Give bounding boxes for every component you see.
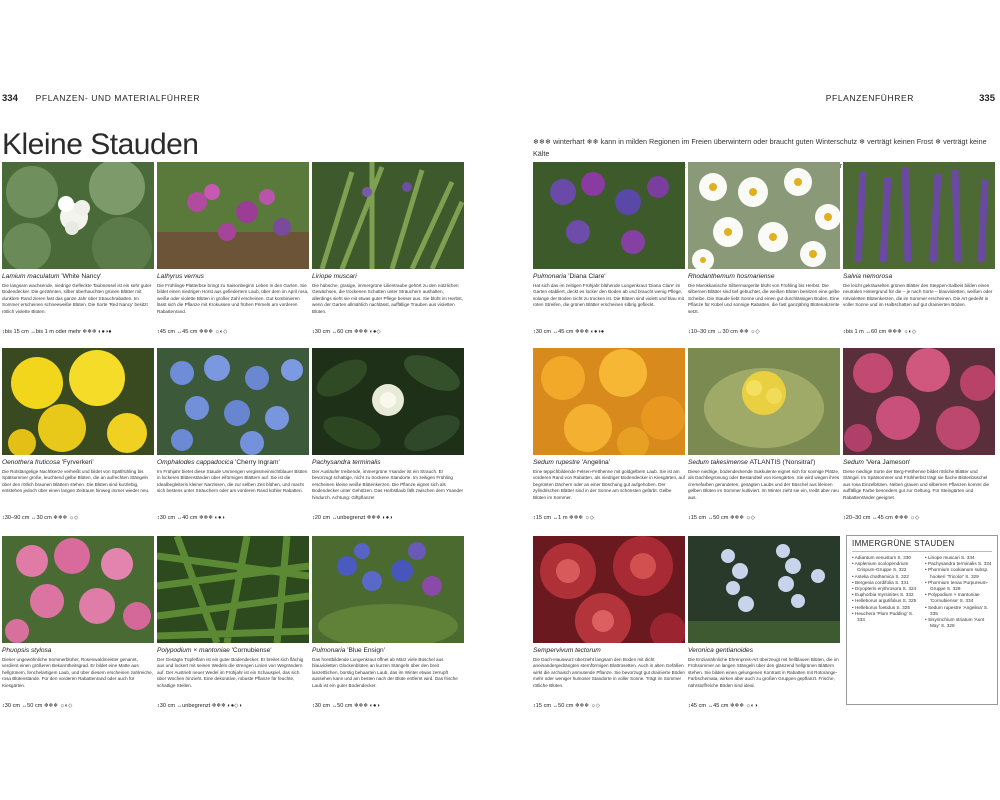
plant-card bbox=[312, 536, 464, 709]
plant-description: Die leicht gekräuselten grünen Blätter des Steppen-Salbeis bilden einen neutralen Hintergrund für die – je nach Sorte – blauvioletten, weißen oder rotvioletten Blütenkerzen, die im Sommer erscheinen. Die Art gedeiht in voller Sonne und im Halbschatten auf gut drainierten Böden. bbox=[843, 283, 993, 308]
plant-card bbox=[157, 348, 309, 521]
plant-name: Pulmonaria 'Diana Clare' bbox=[533, 273, 606, 280]
plant-photo bbox=[2, 162, 154, 269]
box-column-left bbox=[852, 555, 919, 629]
left-page-number: 334 bbox=[2, 93, 18, 104]
list-item: • Helleborus argutifolius S. 325 bbox=[852, 598, 917, 604]
plant-photo bbox=[2, 348, 154, 455]
plant-card bbox=[688, 162, 840, 335]
plant-name: Omphalodes cappadocica 'Cherry Ingram' bbox=[157, 459, 280, 466]
plant-specs: ↕20 cm ↔unbegrenzt ❄❄❄ ◐●◑ bbox=[312, 515, 393, 521]
right-section-title: PFLANZENFÜHRER bbox=[825, 93, 914, 103]
plant-photo bbox=[843, 162, 995, 269]
plant-specs: ↕10–30 cm ↔30 cm ❄❄ ☼◇ bbox=[688, 329, 760, 335]
plant-card bbox=[157, 162, 309, 335]
plant-name: Rhodanthemum hosmariense bbox=[688, 273, 775, 280]
plant-description: Der Ausläufer treibende, immergrüne Ysander ist ein Strauch. Er bevorzugt schattige, nicht zu trockene Standorte. Im zeitigen Frühling erscheinen kleine weiße Blütenkerzen. Die Pflanze eignet sich als Bodendecker unter Gehölzen. Das Herbstlaub fällt zwischen dem Ysander hindurch. Achtung: Giftpflanze! bbox=[312, 469, 464, 500]
plant-card bbox=[688, 536, 840, 709]
plant-description: Die Marokkanische Silbermargerite blüht von Frühling bis Herbst. Die silbernen Blätter sind tief gebuchtet, die weißen Blüten besitzen eine gelbe Scheibe. Die Staude liebt Sonne und einen gut durchlässigen Boden. Eine Pflanze für Kübel und sonnige Rabatten, die fast ganzjährig Blütenakzente setzt. bbox=[688, 283, 840, 314]
plant-card bbox=[843, 162, 995, 335]
plant-card bbox=[533, 348, 685, 521]
plant-photo bbox=[688, 536, 840, 643]
plant-card bbox=[843, 348, 995, 521]
plant-specs: ↕15 cm ↔50 cm ❄❄❄ ☼◇ bbox=[688, 515, 756, 521]
box-column-right bbox=[925, 555, 992, 629]
plant-description: Eine teppichbildende Felsen-Fetthenne mit goldgelbem Laub. Sie ist am vorderen Rand von Rabatten, als niedriger Bodendecker in Kiesgärten, auf begrünten Dächern oder an einer Böschung gut aufgehoben. Der zylindrischen Blätter sind in der Sonne am schönsten gefärbt. Gelbe Blüten im Sommer. bbox=[533, 469, 685, 500]
list-item: • Liriope muscari S. 334 bbox=[925, 555, 975, 560]
plant-card bbox=[312, 348, 464, 521]
plant-description: Diese niedrige, bodendeckende Sukkulente eignet sich für sonnige Plätze, als Dachbegrünung oder Bestandteil von Kiesgärten. Sie wird wegen ihres cremefarben gerandeten, gesägten Laubs und der Büschel aus kleinen gelben Blüten im Sommer kultiviert. Im Winter zieht sie ein, treibt aber neu aus. bbox=[688, 469, 840, 500]
list-item: • Helleborus foetidus S. 325 bbox=[852, 604, 910, 610]
plant-photo bbox=[312, 348, 464, 455]
plant-description: Das horstbildende Lungenkraut öffnet ab März viele Büschel aus blauvioletten Glockenblüten an kurzen Stängeln über den breit lanzettlichen, borstig behaarten Laub, das im Winter etwas zerrupft aussehen kann und am besten nach der Blüte entfernt wird. Das frische Laub ist ein guter Bodendecker. bbox=[312, 657, 458, 688]
list-item: • Euphorbia myrsinites S. 332 bbox=[852, 592, 914, 598]
plant-description: Die Frühlings-Platterbse bringt zu Saisonbeginn Leben in den Garten. Sie bildet einen niedrigen Horst aus gefiedertem Laub, über dem im April rosa, weiße oder violette Blüten in großer Zahl erscheinen. Gut kombinieren lässt sich die Pflanze mit Krokussen und frühen Primeln am vorderen Rabattenrand. bbox=[157, 283, 309, 314]
plant-specs: ↕bis 15 cm ↔bis 1 m oder mehr ❄❄❄ ◐●◑● bbox=[2, 329, 112, 335]
plant-specs: ↕30 cm ↔40 cm ❄❄❄ ◐●◑ bbox=[157, 515, 225, 521]
plant-name: Sedum 'Vera Jameson' bbox=[843, 459, 911, 466]
list-item: • Sedum rupestre 'Angelina' S. 335 bbox=[925, 604, 989, 616]
plant-description: Hat sich das im zeitigen Frühjahr blühende Lungenkraut 'Diana Clare' im Garten etabliert, deckt es locker den Boden ab und braucht wenig Pflege, solange der Boden nicht zu trocken ist. Die Blüten sind violett und blau mit roten Streifen, die grünen Blätter erscheinen silbrig gefleckt. bbox=[533, 283, 684, 308]
plant-photo bbox=[312, 536, 464, 643]
plant-name: Pachysandra terminalis bbox=[312, 459, 381, 466]
plant-photo bbox=[688, 348, 840, 455]
plant-name: Liriope muscari bbox=[312, 273, 357, 280]
plant-photo bbox=[843, 348, 995, 455]
plant-name: Pulmonaria 'Blue Ensign' bbox=[312, 647, 385, 654]
plant-specs: ↕bis 1 m ↔60 cm ❄❄❄ ☼◐◇ bbox=[843, 329, 917, 335]
plant-specs: ↕45 cm ↔45 cm ❄❄❄ ☼◐◑ bbox=[688, 703, 758, 709]
plant-name: Lathyrus vernus bbox=[157, 273, 204, 280]
plant-photo bbox=[688, 162, 840, 269]
plant-description: Die hübsche, grasige, immergrüne Lilientraube gehört zu den nützlichen Gewächsen, die trockenen Schatten unter Sträuchern aushalten, allerdings sieht sie mit etwas guter Pflege besser aus. Sie blüht im Herbst, wenn der Garten allmählich nachlässt, auffällige Trauben aus violetten Blüten. bbox=[312, 283, 463, 314]
plant-description: Die Dach-Hauswurz überzieht langsam den Boden mit dicht aneinandergedrängten sternförmigen Blattrosetten. Auch in alten Gefäßen wirkt die archaisch anmutende Pflanze. Sie bevorzugt gut drainierte Böden mehr oder weniger humoser Standorte in voller Sonne. Trägt im Sommer rötliche Blüten. bbox=[533, 657, 685, 688]
list-item: • Phormium cookianum subsp. hookeri 'Tricolor' S. 329 bbox=[925, 567, 989, 579]
plant-name: Oenothera fruticosa 'Fyrverkeri' bbox=[2, 459, 94, 466]
plant-card bbox=[312, 162, 464, 335]
plant-name: Salvia nemorosa bbox=[843, 273, 893, 280]
plant-description: Diese niedrige Sorte der Berg-Fetthenne bildet rötliche Blätter und Stängel. Im Spätsommer und Frühherbst trägt sie flache Blütenbüschel aus rosa Einzelblüten. Neben grauen und silbernen Pflanzen kommt die auffällige Farbe besonders gut zur Geltung. Für Steingärten und Rabattenränder geeignet. bbox=[843, 469, 990, 500]
list-item: • Adiantum venustum S. 330 bbox=[852, 555, 911, 560]
plant-card bbox=[2, 162, 154, 335]
plant-name: Sedum takesimense ATLANTIS ('Nonsitral') bbox=[688, 459, 816, 466]
plant-specs: ↕20–30 cm ↔45 cm ❄❄❄ ☼◇ bbox=[843, 515, 920, 521]
plant-photo bbox=[533, 536, 685, 643]
plant-photo bbox=[2, 536, 154, 643]
list-item: • Sisyrinchium striatum 'Aunt May' S. 329 bbox=[925, 617, 985, 629]
evergreen-perennials-box bbox=[846, 535, 998, 705]
plant-description: Die Enzianähnliche Ehrenpreis-Art überzeugt mit hellblauen Blüten, die im Frühsommer an langen Stängeln über den glänzend hellgrünen Blättern stehen. Sie bilden einen gelungenen Kontrast in Rabatten mit Rotorange-Farbschemata, wirken aber auch zu großen Gruppen gepflanzt. Frische, nährstoffreiche Böden sind ideal. bbox=[688, 657, 839, 688]
left-running-head bbox=[2, 93, 200, 104]
plant-description: Im Frühjahr bietet diese Staude Unmengen vergissmeinnichtblauer Blüten in lockeren Blütenständen über eiförmigen Blättern auf. Sie ist die Idealbegleiterin kleiner Narzissen, die zur selben Zeit blühen, und macht sich bestens unter Sträuchern oder am vorderen Rand kühler Rabatten. bbox=[157, 469, 308, 494]
page-title: Kleine Stauden bbox=[2, 128, 199, 161]
plant-specs: ↕30 cm ↔50 cm ❄❄❄ ☼◐◇ bbox=[2, 703, 73, 709]
plant-specs: ↕45 cm ↔45 cm ❄❄❄ ☼◐◇ bbox=[157, 329, 228, 335]
plant-name: Polypodium × mantoniae 'Cornubiense' bbox=[157, 647, 272, 654]
plant-specs: ↕30 cm ↔45 cm ❄❄❄ ◐●◑● bbox=[533, 329, 605, 335]
plant-card bbox=[688, 348, 840, 521]
plant-card bbox=[157, 536, 309, 709]
plant-description: Die Rotstängelige Nachtkerze verheißt und bildet von Spätfrühling bis Spätsommer große, leuchtend gelbe Blüten, die an aufrechten Stängeln über den rötlich braunen Blättern stehen. Die Blüten sind kurzlebig, entstehen jedoch über einen langen Zeitraum hinweg immer wieder neu. bbox=[2, 469, 150, 494]
plant-description: Der Gesägte Tüpfelfarn ist ein guter Bodendecker. Er breitet sich flächig aus und lockert mit seinen Wedeln die strengen Linien von Wegrändern auf. Der Austrieb neuer Wedel im Frühjahr ist ein Schauspiel, das sich über Wochen hinzieht. Eine dekorative, robuste Pflanze für feuchte, schattige Stellen. bbox=[157, 657, 304, 688]
plant-specs: ↕30 cm ↔50 cm ❄❄❄ ◐●◑ bbox=[312, 703, 380, 709]
plant-photo bbox=[157, 536, 309, 643]
plant-name: Phuopsis stylosa bbox=[2, 647, 52, 654]
plant-name: Sempervivum tectorum bbox=[533, 647, 601, 654]
list-item: • Polypodium × mantoniae 'Cornubiense' S. 334 bbox=[925, 592, 980, 604]
plant-card bbox=[2, 536, 154, 709]
legend-hardiness: ❄❄❄ winterhart ❄❄ kann in milden Regionen im Freien überwintern oder braucht guten Winterschutz ❄ verträgt keinen Frost ❄ verträgt keine Kälte bbox=[533, 137, 987, 158]
list-item: • Bergenia cordifolia S. 331 bbox=[852, 579, 909, 585]
plant-photo bbox=[533, 162, 685, 269]
left-section-title: PFLANZEN- UND MATERIALFÜHRER bbox=[35, 93, 201, 103]
plant-card bbox=[533, 162, 685, 335]
plant-card bbox=[533, 536, 685, 709]
list-item: • Asplenium scolopendrium Crispum-Gruppe S. 322 bbox=[852, 561, 909, 573]
plant-specs: ↕30 cm ↔unbegrenzt ❄❄❄ ◐●◇◑ bbox=[157, 703, 242, 709]
list-item: • Phormium tenax Purpureum-Gruppe S. 329 bbox=[925, 579, 989, 592]
plant-name: Sedum rupestre 'Angelina' bbox=[533, 459, 610, 466]
list-item: • Astelia chathamica S. 322 bbox=[852, 573, 909, 579]
plant-photo bbox=[157, 162, 309, 269]
plant-name: Lamium maculatum 'White Nancy' bbox=[2, 273, 102, 280]
right-page-number: 335 bbox=[979, 93, 995, 104]
plant-photo bbox=[533, 348, 685, 455]
plant-card bbox=[2, 348, 154, 521]
plant-specs: ↕30 cm ↔60 cm ❄❄❄ ◐●◇ bbox=[312, 329, 381, 335]
list-item: • Heuchera 'Plum Pudding' S. 333 bbox=[852, 610, 914, 623]
plant-specs: ↕15 cm ↔1 m ❄❄❄ ☼◇ bbox=[533, 515, 595, 521]
plant-specs: ↕30–90 cm ↔30 cm ❄❄❄ ☼◇ bbox=[2, 515, 79, 521]
list-item: • Dryopteris erythrosora S. 324 bbox=[852, 586, 917, 592]
plant-photo bbox=[312, 162, 464, 269]
plant-photo bbox=[157, 348, 309, 455]
plant-name: Veronica gentianoides bbox=[688, 647, 754, 654]
list-item: • Pachysandra terminalis S. 334 bbox=[925, 561, 992, 567]
plant-description: Die langsam wachsende, niedrige Gefleckte Taubnessel ist ein sehr guter Bodendecker. Die gezähnten, silber überhauchten grünen Blätter mit dunklem Rand zieren fast das ganze Jahr über Strauchrabatten. Im Sommer erscheinen schneeweiße Blüten. Die Sorte 'Red Nancy' besitzt rötlich violette Blüten. bbox=[2, 283, 152, 314]
right-running-head bbox=[826, 93, 995, 104]
box-title: IMMERGRÜNE STAUDEN bbox=[852, 539, 992, 552]
plant-description: Dieser ungewöhnliche Sommerblüher, Rosenwaldmeister genannt, verdient einen größeren Bekanntheitsgrad. Er bildet eine Matte aus hellgrünem, fenchelartigem Laub, und über diesem erscheinen zahlreiche, rosa Blütenstände. Für den vorderen Rabattenrand oder auch für Kiesgärten. bbox=[2, 657, 153, 688]
plant-specs: ↕15 cm ↔50 cm ❄❄❄ ☼◇ bbox=[533, 703, 601, 709]
